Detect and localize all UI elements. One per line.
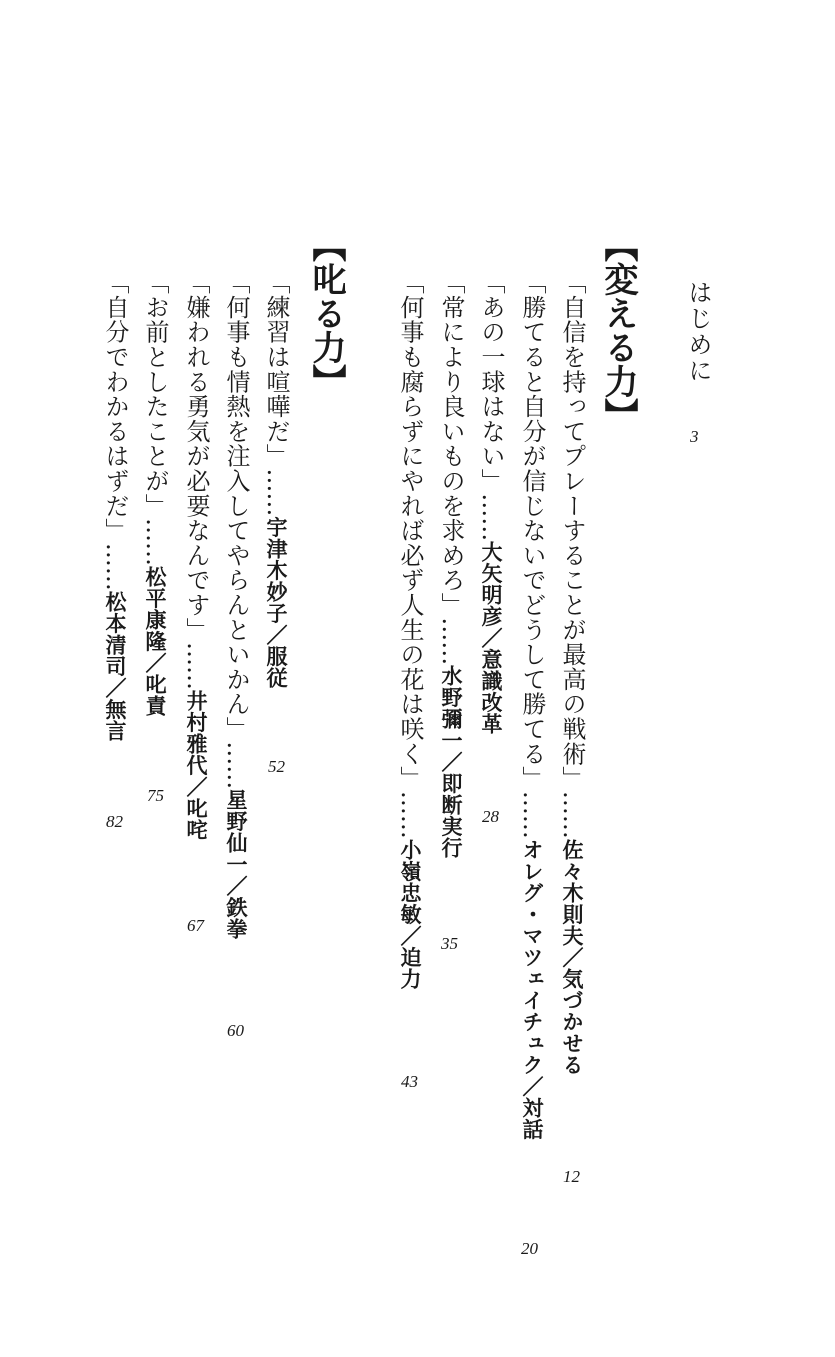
entry-author: 松平康隆／叱責	[143, 566, 167, 717]
intro-page-number: 3	[690, 427, 699, 446]
entry-page-number: 75	[147, 786, 164, 805]
entry-page-number: 52	[268, 757, 285, 776]
entry-title: 「あの一球はない」	[477, 270, 505, 494]
leader-dots: ……	[222, 741, 250, 790]
entry-page-number: 20	[521, 1239, 538, 1258]
leader-dots: ……	[101, 542, 129, 591]
entry-page-number: 28	[482, 807, 499, 826]
entry-title: 「練習は喧嘩だ」	[262, 270, 290, 469]
toc-entry[interactable]	[479, 270, 503, 735]
entry-title: 「お前としたことが」	[141, 270, 169, 518]
entry-author: 松本清司／無言	[103, 590, 127, 742]
entry-title: 「勝てると自分が信じないでどうして勝てる」	[518, 270, 546, 791]
toc-entry[interactable]	[224, 270, 248, 940]
entry-page-number: 60	[227, 1021, 244, 1040]
entry-title: 「嫌われる勇気が必要なんです」	[182, 270, 210, 642]
leader-dots: ……	[396, 790, 424, 839]
toc-entry[interactable]	[184, 270, 208, 841]
leader-dots: ……	[141, 518, 169, 566]
leader-dots: ……	[477, 493, 505, 542]
toc-entry[interactable]	[264, 270, 288, 688]
entry-title: 「何事も腐らずにやれば必ず人生の花は咲く」	[396, 270, 424, 791]
entry-title: 「常により良いものを求めろ」	[437, 270, 465, 618]
leader-dots: ……	[262, 468, 290, 517]
entry-author: 星野仙一／鉄拳	[224, 789, 248, 940]
leader-dots: ……	[437, 617, 465, 666]
entry-page-number: 67	[187, 916, 204, 935]
entry-page-number: 82	[106, 812, 123, 831]
toc-entry[interactable]	[398, 270, 422, 989]
entry-author: 宇津木妙子／服従	[264, 516, 288, 689]
leader-dots: ……	[518, 790, 546, 839]
entry-author: 小嶺忠敏／迫力	[398, 838, 422, 990]
entry-author: 井村雅代／叱咤	[184, 690, 208, 841]
toc-entry[interactable]	[103, 270, 127, 741]
toc-entry[interactable]	[439, 270, 463, 859]
entry-author: 佐々木則夫／気づかせる	[560, 838, 584, 1076]
entry-title: 「自信を持ってプレーすることが最高の戦術」	[558, 270, 586, 791]
entry-title: 「何事も情熱を注入してやらんといかん」	[222, 270, 250, 742]
entry-author: 大矢明彦／意識改革	[479, 541, 503, 735]
toc-entry[interactable]	[143, 270, 167, 717]
leader-dots: ……	[558, 790, 586, 839]
section-heading-shikaru: 【叱る力】	[306, 228, 346, 398]
entry-page-number: 12	[563, 1167, 580, 1186]
leader-dots: ……	[182, 642, 210, 690]
entry-title: 「自分でわかるはずだ」	[101, 270, 129, 543]
section-heading-kaeru: 【変える力】	[598, 228, 638, 432]
toc-entry[interactable]	[520, 270, 544, 1140]
entry-page-number: 43	[401, 1072, 418, 1091]
toc-entry[interactable]	[560, 270, 584, 1075]
entry-author: オレグ・マツェイチュク／対話	[520, 838, 544, 1140]
intro-title[interactable]: はじめに	[684, 280, 712, 384]
entry-page-number: 35	[441, 934, 458, 953]
entry-author: 水野彌一／即断実行	[439, 665, 463, 859]
